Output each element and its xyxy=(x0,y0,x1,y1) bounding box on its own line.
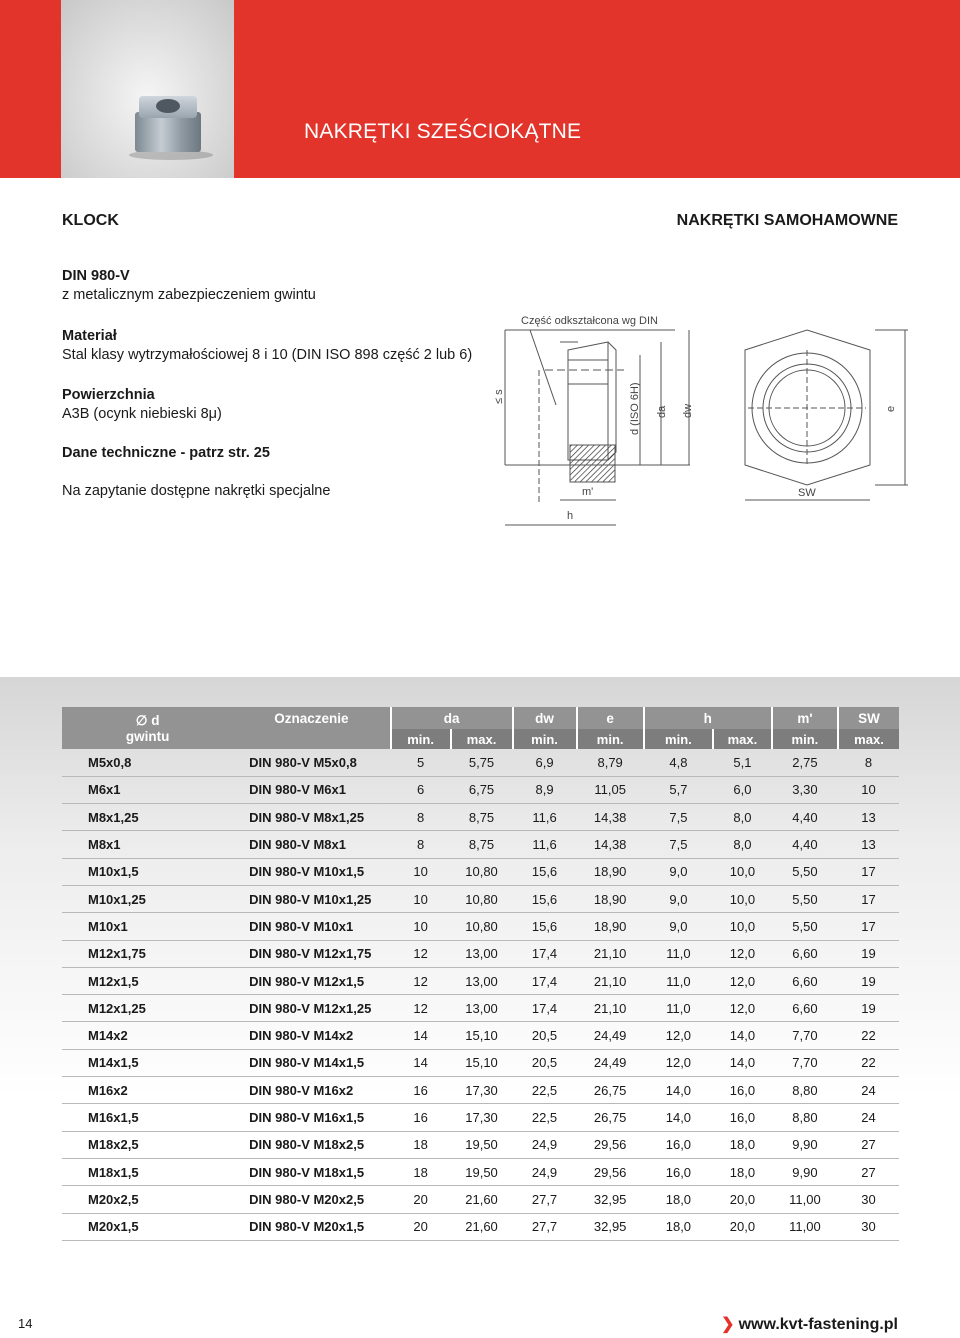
cell-h-max: 6,0 xyxy=(713,776,772,803)
cell-da-min: 16 xyxy=(391,1077,451,1104)
surface-label: Powierzchnia xyxy=(62,387,155,403)
standard-description: z metalicznym zabezpieczeniem gwintu xyxy=(62,287,316,303)
cell-h-min: 9,0 xyxy=(644,858,713,885)
cell-h-max: 16,0 xyxy=(713,1077,772,1104)
cell-da-max: 19,50 xyxy=(451,1131,513,1158)
cell-h-min: 14,0 xyxy=(644,1104,713,1131)
cell-designation: DIN 980-V M16x1,5 xyxy=(233,1104,391,1131)
table-row xyxy=(62,858,899,885)
cell-da-min: 12 xyxy=(391,940,451,967)
cell-sw-max: 8 xyxy=(838,749,899,776)
cell-designation: DIN 980-V M10x1 xyxy=(233,913,391,940)
cell-m-min: 7,70 xyxy=(772,1049,838,1076)
table-row xyxy=(62,1213,899,1240)
cell-size: M14x2 xyxy=(62,1022,233,1049)
cell-size: M16x2 xyxy=(62,1077,233,1104)
cell-h-max: 12,0 xyxy=(713,995,772,1022)
cell-e-min: 24,49 xyxy=(577,1049,644,1076)
spec-table xyxy=(62,707,899,1241)
cell-h-min: 11,0 xyxy=(644,940,713,967)
cell-h-max: 12,0 xyxy=(713,940,772,967)
cell-m-min: 8,80 xyxy=(772,1104,838,1131)
cell-h-min: 4,8 xyxy=(644,749,713,776)
brand-name: KLOCK xyxy=(62,212,119,229)
cell-dw-min: 6,9 xyxy=(513,749,577,776)
standard-name: DIN 980-V xyxy=(62,268,130,284)
header-da-max: max. xyxy=(451,729,513,749)
cell-sw-max: 22 xyxy=(838,1049,899,1076)
cell-dw-min: 17,4 xyxy=(513,940,577,967)
cell-e-min: 29,56 xyxy=(577,1131,644,1158)
cell-m-min: 6,60 xyxy=(772,940,838,967)
product-photo xyxy=(61,0,234,178)
diagram-d-label: d (ISO 6H) xyxy=(629,382,641,435)
cell-designation: DIN 980-V M16x2 xyxy=(233,1077,391,1104)
cell-da-min: 8 xyxy=(391,804,451,831)
header-e-min: min. xyxy=(577,729,644,749)
cell-da-min: 12 xyxy=(391,967,451,994)
cell-da-max: 13,00 xyxy=(451,967,513,994)
cell-h-min: 7,5 xyxy=(644,804,713,831)
cell-da-min: 20 xyxy=(391,1186,451,1213)
cell-size: M20x2,5 xyxy=(62,1186,233,1213)
cell-designation: DIN 980-V M18x2,5 xyxy=(233,1131,391,1158)
header-gwint-symbol: ∅ d xyxy=(135,712,160,728)
cell-da-min: 18 xyxy=(391,1158,451,1185)
nut-hole xyxy=(156,99,180,113)
cell-da-max: 10,80 xyxy=(451,913,513,940)
cell-da-max: 8,75 xyxy=(451,804,513,831)
nut-body xyxy=(135,112,201,152)
cell-dw-min: 15,6 xyxy=(513,885,577,912)
cell-da-min: 10 xyxy=(391,858,451,885)
cell-dw-min: 11,6 xyxy=(513,804,577,831)
cell-size: M12x1,5 xyxy=(62,967,233,994)
cell-da-max: 15,10 xyxy=(451,1049,513,1076)
surface-text: A3B (ocynk niebieski 8μ) xyxy=(62,406,222,422)
cell-e-min: 11,05 xyxy=(577,776,644,803)
cell-size: M10x1 xyxy=(62,913,233,940)
cell-dw-min: 24,9 xyxy=(513,1158,577,1185)
cell-size: M16x1,5 xyxy=(62,1104,233,1131)
cell-h-max: 20,0 xyxy=(713,1213,772,1240)
cell-sw-max: 17 xyxy=(838,885,899,912)
cell-h-max: 14,0 xyxy=(713,1049,772,1076)
cell-dw-min: 17,4 xyxy=(513,967,577,994)
header-dw-min: min. xyxy=(513,729,577,749)
cell-e-min: 18,90 xyxy=(577,858,644,885)
cell-h-max: 5,1 xyxy=(713,749,772,776)
cell-da-max: 21,60 xyxy=(451,1213,513,1240)
diagram-s-label: ≤ s xyxy=(493,389,505,404)
cell-dw-min: 11,6 xyxy=(513,831,577,858)
cell-size: M10x1,5 xyxy=(62,858,233,885)
cell-sw-max: 13 xyxy=(838,804,899,831)
header-h: h xyxy=(644,707,772,729)
cell-m-min: 6,60 xyxy=(772,967,838,994)
cell-da-max: 17,30 xyxy=(451,1077,513,1104)
table-row xyxy=(62,1077,899,1104)
cell-designation: DIN 980-V M14x1,5 xyxy=(233,1049,391,1076)
technical-diagram xyxy=(490,300,910,540)
cell-e-min: 21,10 xyxy=(577,995,644,1022)
cell-da-min: 14 xyxy=(391,1049,451,1076)
header-oznaczenie: Oznaczenie xyxy=(233,707,391,729)
cell-h-max: 20,0 xyxy=(713,1186,772,1213)
cell-m-min: 3,30 xyxy=(772,776,838,803)
cell-dw-min: 22,5 xyxy=(513,1104,577,1131)
cell-designation: DIN 980-V M8x1,25 xyxy=(233,804,391,831)
cell-e-min: 32,95 xyxy=(577,1213,644,1240)
cell-sw-max: 17 xyxy=(838,858,899,885)
cell-dw-min: 17,4 xyxy=(513,995,577,1022)
cell-sw-max: 13 xyxy=(838,831,899,858)
cell-dw-min: 24,9 xyxy=(513,1131,577,1158)
cell-sw-max: 30 xyxy=(838,1213,899,1240)
cell-designation: DIN 980-V M18x1,5 xyxy=(233,1158,391,1185)
cell-m-min: 5,50 xyxy=(772,913,838,940)
cell-h-max: 10,0 xyxy=(713,858,772,885)
cell-size: M14x1,5 xyxy=(62,1049,233,1076)
spec-table-body xyxy=(62,749,899,1240)
header-e: e xyxy=(577,707,644,729)
cell-e-min: 18,90 xyxy=(577,885,644,912)
cell-h-max: 8,0 xyxy=(713,831,772,858)
header-da: da xyxy=(391,707,513,729)
cell-sw-max: 19 xyxy=(838,995,899,1022)
cell-designation: DIN 980-V M5x0,8 xyxy=(233,749,391,776)
table-row xyxy=(62,831,899,858)
cell-dw-min: 15,6 xyxy=(513,858,577,885)
material-label: Materiał xyxy=(62,328,117,344)
cell-h-min: 11,0 xyxy=(644,995,713,1022)
cell-size: M18x2,5 xyxy=(62,1131,233,1158)
cell-da-min: 18 xyxy=(391,1131,451,1158)
standard-block xyxy=(62,267,316,305)
header-banner xyxy=(0,0,960,178)
diagram-da-label: da xyxy=(656,405,668,418)
cell-m-min: 5,50 xyxy=(772,885,838,912)
cell-designation: DIN 980-V M12x1,25 xyxy=(233,995,391,1022)
cell-sw-max: 27 xyxy=(838,1131,899,1158)
table-row xyxy=(62,1022,899,1049)
tech-data-note: Dane techniczne - patrz str. 25 xyxy=(62,445,270,461)
table-row xyxy=(62,1186,899,1213)
cell-e-min: 18,90 xyxy=(577,913,644,940)
special-request-note: Na zapytanie dostępne nakrętki specjalne xyxy=(62,483,331,499)
cell-m-min: 4,40 xyxy=(772,804,838,831)
cell-designation: DIN 980-V M8x1 xyxy=(233,831,391,858)
cell-da-min: 20 xyxy=(391,1213,451,1240)
table-row xyxy=(62,995,899,1022)
header-m: m' xyxy=(772,707,838,729)
cell-designation: DIN 980-V M6x1 xyxy=(233,776,391,803)
cell-da-min: 10 xyxy=(391,913,451,940)
cell-h-min: 12,0 xyxy=(644,1022,713,1049)
table-row xyxy=(62,885,899,912)
cell-m-min: 4,40 xyxy=(772,831,838,858)
cell-designation: DIN 980-V M14x2 xyxy=(233,1022,391,1049)
cell-h-min: 11,0 xyxy=(644,967,713,994)
cell-m-min: 9,90 xyxy=(772,1131,838,1158)
cell-m-min: 6,60 xyxy=(772,995,838,1022)
cell-h-max: 18,0 xyxy=(713,1131,772,1158)
cell-da-max: 21,60 xyxy=(451,1186,513,1213)
cell-e-min: 26,75 xyxy=(577,1077,644,1104)
cell-sw-max: 17 xyxy=(838,913,899,940)
cell-sw-max: 10 xyxy=(838,776,899,803)
surface-block xyxy=(62,386,222,424)
cell-da-max: 5,75 xyxy=(451,749,513,776)
cell-designation: DIN 980-V M12x1,5 xyxy=(233,967,391,994)
cell-h-max: 10,0 xyxy=(713,913,772,940)
cell-m-min: 9,90 xyxy=(772,1158,838,1185)
diagram-svg xyxy=(490,300,910,540)
page-title: NAKRĘTKI SZEŚCIOKĄTNE xyxy=(304,120,582,143)
chevron-right-icon: ❯ xyxy=(721,1316,735,1333)
cell-m-min: 11,00 xyxy=(772,1186,838,1213)
table-row xyxy=(62,967,899,994)
cell-da-min: 10 xyxy=(391,885,451,912)
cell-size: M10x1,25 xyxy=(62,885,233,912)
cell-sw-max: 27 xyxy=(838,1158,899,1185)
cell-h-max: 8,0 xyxy=(713,804,772,831)
header-dw: dw xyxy=(513,707,577,729)
cell-da-max: 10,80 xyxy=(451,885,513,912)
cell-dw-min: 27,7 xyxy=(513,1186,577,1213)
cell-h-max: 14,0 xyxy=(713,1022,772,1049)
material-text: Stal klasy wytrzymałościowej 8 i 10 (DIN ISO 898 część 2 lub 6) xyxy=(62,347,473,363)
table-row xyxy=(62,1049,899,1076)
cell-dw-min: 20,5 xyxy=(513,1022,577,1049)
cell-da-min: 5 xyxy=(391,749,451,776)
cell-e-min: 21,10 xyxy=(577,940,644,967)
cell-e-min: 14,38 xyxy=(577,804,644,831)
cell-h-max: 10,0 xyxy=(713,885,772,912)
cell-e-min: 32,95 xyxy=(577,1186,644,1213)
cell-e-min: 24,49 xyxy=(577,1022,644,1049)
header-m-min: min. xyxy=(772,729,838,749)
cell-sw-max: 19 xyxy=(838,967,899,994)
header-sw: SW xyxy=(838,707,899,729)
cell-da-min: 6 xyxy=(391,776,451,803)
cell-da-max: 8,75 xyxy=(451,831,513,858)
table-row xyxy=(62,913,899,940)
diagram-caption: Część odkształcona wg DIN xyxy=(521,315,658,327)
table-row xyxy=(62,1158,899,1185)
cell-da-min: 14 xyxy=(391,1022,451,1049)
cell-designation: DIN 980-V M10x1,25 xyxy=(233,885,391,912)
cell-sw-max: 24 xyxy=(838,1104,899,1131)
table-row xyxy=(62,1104,899,1131)
cell-e-min: 8,79 xyxy=(577,749,644,776)
cell-da-max: 10,80 xyxy=(451,858,513,885)
cell-h-min: 14,0 xyxy=(644,1077,713,1104)
cell-designation: DIN 980-V M20x1,5 xyxy=(233,1213,391,1240)
cell-designation: DIN 980-V M20x2,5 xyxy=(233,1186,391,1213)
header-gwint-label: gwintu xyxy=(125,728,170,744)
cell-h-max: 18,0 xyxy=(713,1158,772,1185)
cell-da-max: 6,75 xyxy=(451,776,513,803)
cell-e-min: 29,56 xyxy=(577,1158,644,1185)
cell-dw-min: 15,6 xyxy=(513,913,577,940)
diagram-h-label: h xyxy=(567,510,574,522)
cell-designation: DIN 980-V M12x1,75 xyxy=(233,940,391,967)
header-sw-max: max. xyxy=(838,729,899,749)
header-h-min: min. xyxy=(644,729,713,749)
cell-m-min: 7,70 xyxy=(772,1022,838,1049)
cell-sw-max: 19 xyxy=(838,940,899,967)
cell-h-min: 5,7 xyxy=(644,776,713,803)
cell-dw-min: 8,9 xyxy=(513,776,577,803)
cell-size: M20x1,5 xyxy=(62,1213,233,1240)
page-number: 14 xyxy=(18,1316,33,1331)
table-row xyxy=(62,940,899,967)
table-row xyxy=(62,1131,899,1158)
cell-da-min: 16 xyxy=(391,1104,451,1131)
cell-m-min: 11,00 xyxy=(772,1213,838,1240)
header-da-min: min. xyxy=(391,729,451,749)
cell-dw-min: 20,5 xyxy=(513,1049,577,1076)
diagram-sw-label: SW xyxy=(798,487,816,499)
cell-size: M8x1,25 xyxy=(62,804,233,831)
cell-h-max: 12,0 xyxy=(713,967,772,994)
footer-url-text: www.kvt-fastening.pl xyxy=(738,1316,898,1333)
cell-m-min: 8,80 xyxy=(772,1077,838,1104)
diagram-m-label: m' xyxy=(582,486,594,498)
cell-da-max: 17,30 xyxy=(451,1104,513,1131)
cell-h-min: 18,0 xyxy=(644,1213,713,1240)
header-h-max: max. xyxy=(713,729,772,749)
footer-url[interactable] xyxy=(721,1314,898,1334)
cell-da-max: 15,10 xyxy=(451,1022,513,1049)
header-oznaczenie-sub xyxy=(233,729,391,749)
diagram-dw-label: dw xyxy=(682,403,694,418)
cell-m-min: 5,50 xyxy=(772,858,838,885)
cell-da-max: 13,00 xyxy=(451,940,513,967)
cell-size: M12x1,75 xyxy=(62,940,233,967)
cell-size: M6x1 xyxy=(62,776,233,803)
cell-dw-min: 22,5 xyxy=(513,1077,577,1104)
cell-e-min: 26,75 xyxy=(577,1104,644,1131)
cell-sw-max: 30 xyxy=(838,1186,899,1213)
diagram-e-label: e xyxy=(885,405,897,412)
cell-size: M12x1,25 xyxy=(62,995,233,1022)
cell-h-min: 16,0 xyxy=(644,1131,713,1158)
cell-h-min: 9,0 xyxy=(644,913,713,940)
table-row xyxy=(62,776,899,803)
cell-size: M8x1 xyxy=(62,831,233,858)
cell-h-min: 12,0 xyxy=(644,1049,713,1076)
cell-h-min: 18,0 xyxy=(644,1186,713,1213)
cell-size: M5x0,8 xyxy=(62,749,233,776)
cell-designation: DIN 980-V M10x1,5 xyxy=(233,858,391,885)
cell-h-min: 16,0 xyxy=(644,1158,713,1185)
cell-da-min: 8 xyxy=(391,831,451,858)
cell-dw-min: 27,7 xyxy=(513,1213,577,1240)
cell-da-max: 19,50 xyxy=(451,1158,513,1185)
cell-size: M18x1,5 xyxy=(62,1158,233,1185)
product-category: NAKRĘTKI SAMOHAMOWNE xyxy=(676,212,898,229)
cell-da-min: 12 xyxy=(391,995,451,1022)
cell-h-max: 16,0 xyxy=(713,1104,772,1131)
material-block xyxy=(62,327,472,365)
cell-h-min: 9,0 xyxy=(644,885,713,912)
cell-sw-max: 24 xyxy=(838,1077,899,1104)
header-gwint xyxy=(62,707,233,749)
table-row xyxy=(62,804,899,831)
cell-da-max: 13,00 xyxy=(451,995,513,1022)
table-row xyxy=(62,749,899,776)
cell-e-min: 21,10 xyxy=(577,967,644,994)
cell-sw-max: 22 xyxy=(838,1022,899,1049)
cell-e-min: 14,38 xyxy=(577,831,644,858)
cell-h-min: 7,5 xyxy=(644,831,713,858)
cell-m-min: 2,75 xyxy=(772,749,838,776)
